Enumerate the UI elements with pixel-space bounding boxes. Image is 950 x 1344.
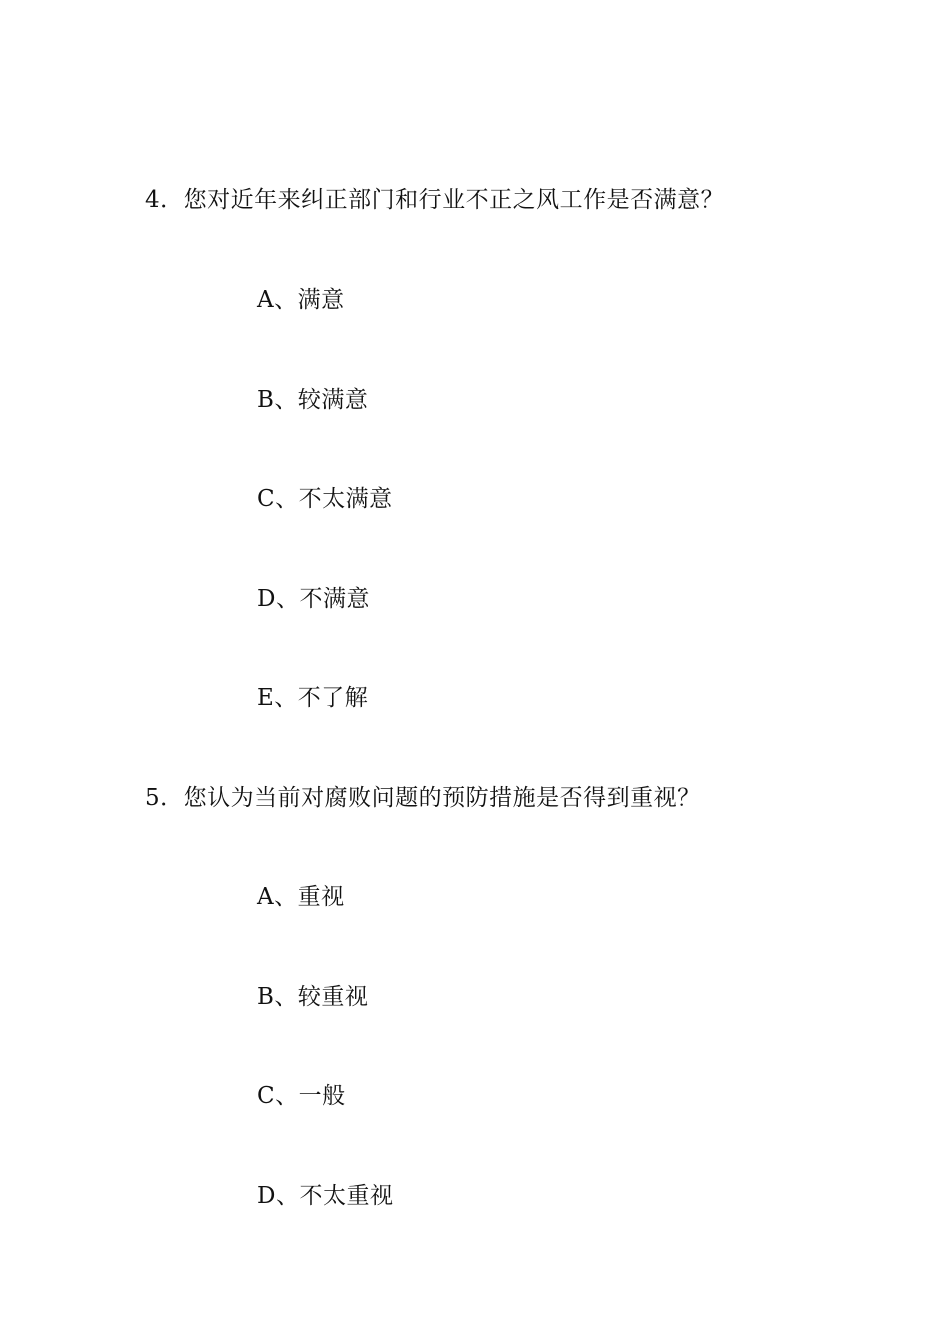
question-4-option-b: B、较满意 — [257, 387, 369, 413]
question-5-option-b: B、较重视 — [257, 984, 369, 1010]
question-4-option-e: E、不了解 — [257, 685, 369, 711]
question-4-option-a: A、满意 — [257, 287, 345, 313]
question-5-option-a: A、重视 — [257, 884, 345, 910]
question-4-option-c: C、不太满意 — [257, 486, 393, 512]
question-4-text: 4．您对近年来纠正部门和行业不正之风工作是否满意？ — [145, 187, 725, 213]
question-5-option-d: D、不太重视 — [257, 1183, 394, 1209]
question-5-option-c: C、一般 — [257, 1083, 346, 1109]
question-4-option-d: D、不满意 — [257, 586, 370, 612]
question-5-text: 5．您认为当前对腐败问题的预防措施是否得到重视？ — [145, 785, 701, 811]
